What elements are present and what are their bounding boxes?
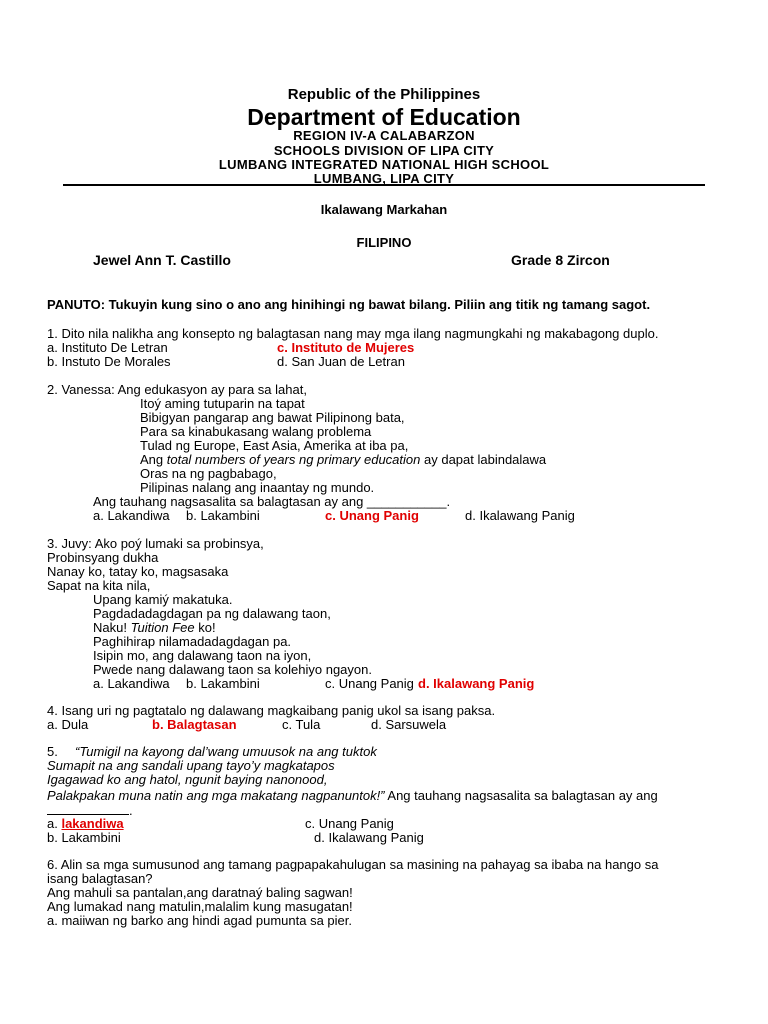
q2-option-d: d. Ikalawang Panig: [465, 508, 575, 523]
q1-option-c-answer: c. Instituto de Mujeres: [277, 340, 415, 355]
q3-option-a: a. Lakandiwa: [93, 676, 170, 691]
q6-option-a: a. maiiwan ng barko ang hindi agad pumunta sa pier.: [47, 913, 352, 928]
q3-verse-line: Pagdadadagdagan pa ng dalawang taon,: [93, 606, 331, 621]
school-heading: LUMBANG INTEGRATED NATIONAL HIGH SCHOOL: [218, 157, 550, 172]
q2-option-c-answer: c. Unang Panig: [325, 508, 419, 523]
q2-verse-line: Bibigyan pangarap ang bawat Pilipinong bata,: [140, 410, 405, 425]
q5-option-a-label: lakandiwa: [61, 816, 124, 831]
q2-intro: 2. Vanessa: Ang edukasyon ay para sa lahat,: [47, 382, 307, 397]
q2-prompt: Ang tauhang nagsasalita sa balagtasan ay ang ___________.: [93, 494, 451, 509]
q3-naku-post: ko!: [194, 620, 216, 635]
q3-naku-italic: Tuition Fee: [130, 620, 195, 635]
q1-option-d: d. San Juan de Letran: [277, 354, 405, 369]
q2-verse-line: Tulad ng Europe, East Asia, Amerika at iba pa,: [140, 438, 409, 453]
q3-option-d-answer: d. Ikalawang Panig: [418, 676, 535, 691]
q5-option-a-prefix: a.: [47, 816, 62, 831]
q3-verse-line: Nanay ko, tatay ko, magsasaka: [47, 564, 229, 579]
q1-option-a: a. Instituto De Letran: [47, 340, 168, 355]
division-heading: SCHOOLS DIVISION OF LIPA CITY: [273, 143, 495, 158]
q2-line6-post: ay dapat labindalawa: [420, 452, 547, 467]
q5-number: 5.: [47, 744, 58, 759]
q5-option-b: b. Lakambini: [47, 830, 121, 845]
q3-verse-line: Paghihirap nilamadadagdagan pa.: [93, 634, 292, 649]
subject-title: FILIPINO: [356, 235, 412, 250]
q2-option-a: a. Lakandiwa: [93, 508, 170, 523]
q6-verse-line: Ang mahuli sa pantalan,ang daratnaý baling sagwan!: [47, 885, 353, 900]
q2-verse-line: Itoý aming tutuparin na tapat: [140, 396, 305, 411]
q4-option-b-answer: b. Balagtasan: [152, 717, 237, 732]
q4-question: 4. Isang uri ng pagtatalo ng dalawang magkaibang panig ukol sa isang paksa.: [47, 703, 496, 718]
grade-section: Grade 8 Zircon: [511, 252, 610, 268]
q2-line6-italic: total numbers of years ng primary education: [166, 452, 421, 467]
q5-blank-end: .: [129, 803, 133, 818]
q3-verse-line: Probinsyang dukha: [47, 550, 159, 565]
q2-verse-line-mixed: [140, 453, 546, 467]
q2-verse-line: Oras na ng pagbabago,: [140, 466, 277, 481]
q3-option-b: b. Lakambini: [186, 676, 260, 691]
q2-line6-pre: Ang: [140, 452, 167, 467]
address-heading: LUMBANG, LIPA CITY: [313, 171, 455, 186]
q3-verse-line: Isipin mo, ang dalawang taon na iyon,: [93, 648, 312, 663]
q5-verse-line: Sumapit na ang sandali upang tayo’y magkatapos: [47, 758, 335, 773]
q5-option-c: c. Unang Panig: [305, 816, 394, 831]
header-divider: [63, 184, 705, 186]
q3-naku-pre: Naku!: [93, 620, 131, 635]
q5-line4-italic: Palakpakan muna natin ang mga makatang nagpanuntok!”: [47, 788, 385, 803]
q5-option-d: d. Ikalawang Panig: [314, 830, 424, 845]
q3-verse-line: Sapat na kita nila,: [47, 578, 151, 593]
instructions: PANUTO: Tukuyin kung sino o ano ang hinihingi ng bawat bilang. Piliin ang titik ng tamang sagot.: [47, 297, 651, 312]
region-heading: REGION IV-A CALABARZON: [293, 128, 475, 143]
q6-question-line: 6. Alin sa mga sumusunod ang tamang pagpapakahulugan sa masining na pahayag sa ibaba na hango sa: [47, 857, 659, 872]
q4-option-a: a. Dula: [47, 717, 89, 732]
quarter-title: Ikalawang Markahan: [320, 202, 448, 217]
q4-option-c: c. Tula: [282, 717, 321, 732]
q3-verse-line-mixed: [93, 621, 216, 635]
q5-verse-line-mixed: [47, 789, 658, 803]
q3-intro: 3. Juvy: Ako poý lumaki sa probinsya,: [47, 536, 264, 551]
q5-blank-line: [47, 802, 129, 815]
q5-option-a-answer: [47, 817, 124, 831]
q5-verse-line: “Tumigil na kayong dal’wang umuusok na ang tuktok: [75, 744, 377, 759]
q6-question-line: isang balagtasan?: [47, 871, 153, 886]
q5-line4-post: Ang tauhang nagsasalita sa balagtasan ay ang: [384, 788, 658, 803]
student-name: Jewel Ann T. Castillo: [93, 252, 231, 268]
q6-verse-line: Ang lumakad nang matulin,malalim kung masugatan!: [47, 899, 353, 914]
q5-verse-line: Igagawad ko ang hatol, ngunit baying nanonood,: [47, 772, 328, 787]
q2-verse-line: Para sa kinabukasang walang problema: [140, 424, 372, 439]
q3-verse-line: Pwede nang dalawang taon sa kolehiyo ngayon.: [93, 662, 372, 677]
q4-option-d: d. Sarsuwela: [371, 717, 447, 732]
q3-verse-line: Upang kamiý makatuka.: [93, 592, 233, 607]
republic-heading: Republic of the Philippines: [287, 86, 481, 103]
q1-question: 1. Dito nila nalikha ang konsepto ng balagtasan nang may mga ilang nagmungkahi ng makabagong duplo.: [47, 326, 659, 341]
q2-option-b: b. Lakambini: [186, 508, 260, 523]
q1-option-b: b. Instuto De Morales: [47, 354, 171, 369]
department-heading: Department of Education: [247, 104, 521, 130]
q3-option-c: c. Unang Panig: [325, 676, 414, 691]
q2-verse-line: Pilipinas nalang ang inaantay ng mundo.: [140, 480, 375, 495]
